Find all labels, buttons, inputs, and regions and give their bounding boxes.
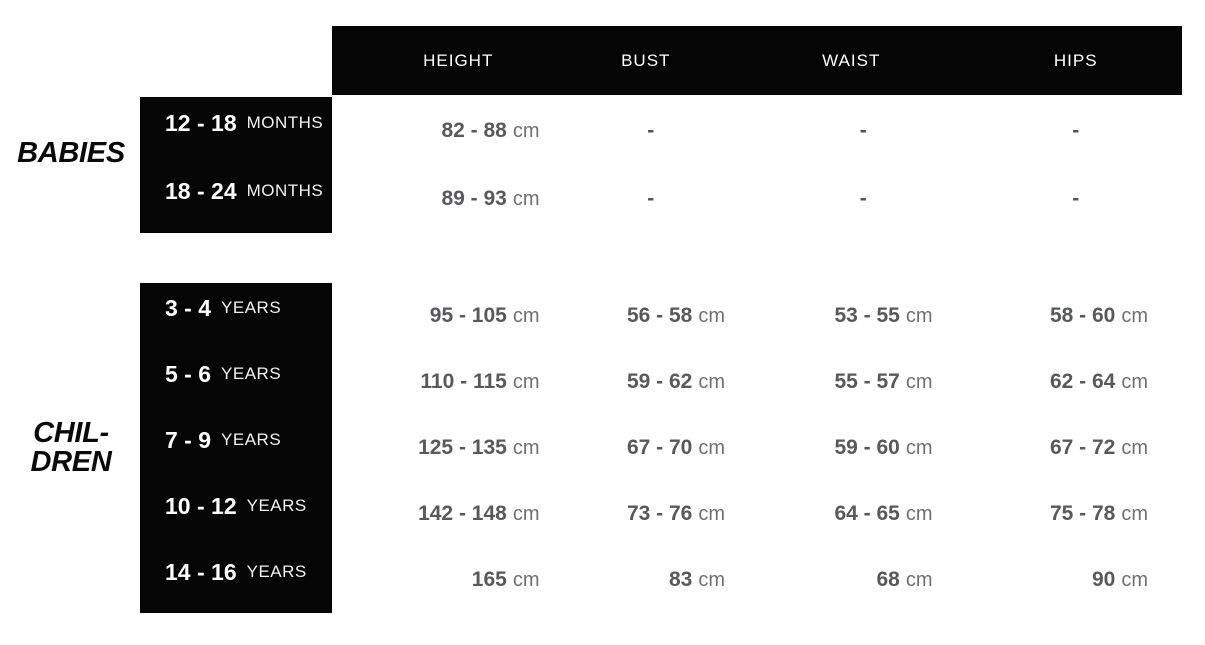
measurement-value: - [1072,187,1080,210]
age-range: 3 - 4 [165,294,212,321]
section-label-babies: BABIES [17,137,125,169]
bust-cell [545,547,758,613]
age-range: 14 - 16 [165,558,237,585]
age-unit: YEARS [246,562,307,581]
measurement-unit: cm [698,502,725,525]
age-row [140,89,332,157]
age-unit: MONTHS [246,181,324,200]
bust-cell [545,349,758,415]
age-row [140,473,332,539]
age-row [140,407,332,473]
measurement-unit: cm [1121,568,1148,591]
measurement-value: 75 - 78 [1049,502,1116,525]
measurement-value: - [647,119,655,142]
table-header-bar [332,26,1182,95]
height-cell [332,481,545,547]
measurement-unit: cm [698,304,725,327]
hips-cell [970,165,1183,233]
section-label-line: CHIL- [33,417,109,449]
measurement-value: 142 - 148 [418,502,507,525]
measurement-value: 73 - 76 [626,502,693,525]
bust-cell [545,165,758,233]
babies-data-grid [332,97,1182,233]
age-unit: YEARS [246,496,307,515]
age-range: 18 - 24 [165,177,237,204]
measurement-unit: cm [905,304,933,327]
height-cell [332,349,545,415]
measurement-unit: cm [512,119,540,142]
measurement-unit: cm [1121,304,1148,327]
hips-cell [970,547,1183,613]
age-unit: YEARS [221,298,282,317]
measurement-value: 67 - 72 [1049,436,1116,459]
hips-cell [970,349,1183,415]
measurement-value: 83 [668,568,693,591]
waist-cell [757,97,970,165]
measurement-value: 59 - 60 [834,436,900,459]
measurement-value: 58 - 60 [1049,304,1116,327]
hips-cell [970,97,1183,165]
height-cell [332,415,545,481]
measurement-unit: cm [698,568,725,591]
measurement-unit: cm [1121,370,1148,393]
children-age-box [140,283,332,613]
measurement-value: 90 [1091,568,1116,591]
measurement-value: 53 - 55 [834,304,900,327]
height-cell [332,283,545,349]
children-data-grid [332,283,1182,613]
column-header-hips: HIPS [1053,50,1098,70]
age-range: 10 - 12 [165,492,237,519]
waist-cell [757,415,970,481]
measurement-unit: cm [512,502,540,525]
age-row [140,539,332,605]
measurement-unit: cm [512,568,540,591]
measurement-value: 95 - 105 [429,304,507,327]
measurement-unit: cm [905,502,933,525]
age-range: 12 - 18 [165,109,237,136]
age-row [140,341,332,407]
age-unit: YEARS [221,364,282,383]
measurement-value: 82 - 88 [441,119,507,142]
age-unit: YEARS [221,430,282,449]
waist-cell [757,283,970,349]
age-unit: MONTHS [246,113,324,132]
age-row [140,275,332,341]
measurement-value: 64 - 65 [834,502,900,525]
measurement-value: - [859,187,867,210]
measurement-value: 110 - 115 [420,370,507,393]
age-range: 7 - 9 [165,426,212,453]
section-label-children [6,419,136,477]
column-header-bust: BUST [621,50,671,70]
measurement-value: 68 [876,568,900,591]
hips-cell [970,283,1183,349]
waist-cell [757,349,970,415]
measurement-unit: cm [1121,436,1148,459]
age-row [140,157,332,225]
bust-cell [545,283,758,349]
measurement-value: - [1072,119,1080,142]
measurement-unit: cm [905,436,933,459]
waist-cell [757,165,970,233]
hips-cell [970,481,1183,547]
measurement-value: 55 - 57 [834,370,900,393]
waist-cell [757,481,970,547]
hips-cell [970,415,1183,481]
bust-cell [545,481,758,547]
measurement-unit: cm [512,187,540,210]
measurement-value: 56 - 58 [626,304,693,327]
height-cell [332,165,545,233]
age-range: 5 - 6 [165,360,212,387]
measurement-value: 59 - 62 [626,370,693,393]
section-label-line: DREN [30,446,112,478]
measurement-unit: cm [512,304,540,327]
bust-cell [545,415,758,481]
measurement-value: 165 [471,568,507,591]
measurement-value: 89 - 93 [441,187,507,210]
column-header-waist: WAIST [822,50,881,70]
measurement-value: 67 - 70 [626,436,693,459]
measurement-unit: cm [1121,502,1148,525]
measurement-unit: cm [905,370,933,393]
measurement-value: - [859,119,867,142]
babies-age-box [140,97,332,233]
column-header-height: HEIGHT [423,50,494,70]
height-cell [332,97,545,165]
measurement-unit: cm [512,436,540,459]
bust-cell [545,97,758,165]
measurement-value: - [647,187,655,210]
waist-cell [757,547,970,613]
measurement-unit: cm [512,370,540,393]
measurement-unit: cm [698,370,725,393]
measurement-value: 62 - 64 [1049,370,1116,393]
height-cell [332,547,545,613]
measurement-unit: cm [698,436,725,459]
measurement-value: 125 - 135 [418,436,507,459]
measurement-unit: cm [905,568,933,591]
